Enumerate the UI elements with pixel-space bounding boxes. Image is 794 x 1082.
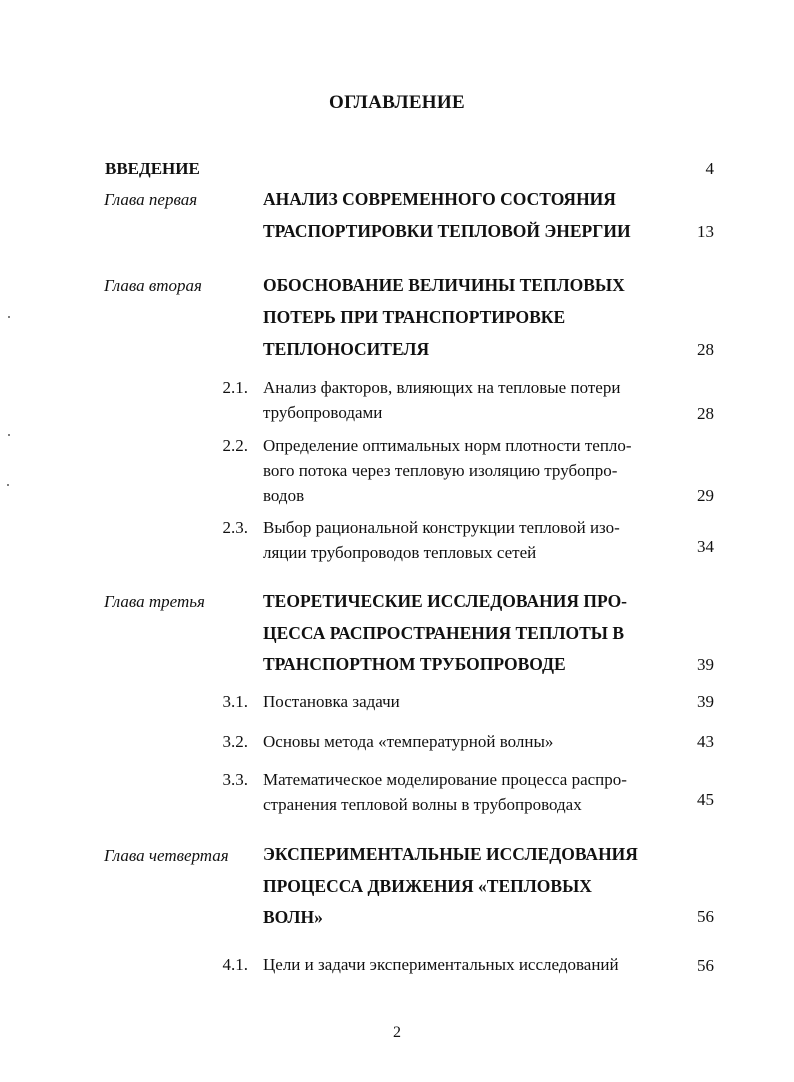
section-2-2-page: 29	[697, 486, 714, 505]
chapter-3-title-line-1: ТЕОРЕТИЧЕСКИЕ ИССЛЕДОВАНИЯ ПРО-	[263, 591, 628, 611]
section-4-1-page: 56	[697, 956, 714, 975]
page-number: 2	[393, 1024, 401, 1041]
chapter-4-title-line-1: ЭКСПЕРИМЕНТАЛЬНЫЕ ИССЛЕДОВАНИЯ	[263, 844, 638, 864]
chapter-1-page: 13	[697, 222, 714, 241]
chapter-2-title-line-2: ПОТЕРЬ ПРИ ТРАНСПОРТИРОВКЕ	[263, 307, 566, 327]
section-2-3-page: 34	[697, 537, 714, 556]
chapter-2-title-line-3: ТЕПЛОНОСИТЕЛЯ	[263, 339, 430, 359]
chapter-3-label: Глава третья	[104, 592, 205, 611]
toc-title: ОГЛАВЛЕНИЕ	[329, 92, 465, 113]
intro-page: 4	[705, 159, 714, 178]
section-2-1-line-2: трубопроводами	[263, 403, 383, 422]
chapter-3-title-line-2: ЦЕССА РАСПРОСТРАНЕНИЯ ТЕПЛОТЫ В	[263, 623, 625, 643]
section-2-2-number: 2.2.	[222, 436, 248, 455]
section-3-1-line-1: Постановка задачи	[263, 692, 400, 711]
chapter-2-label: Глава вторая	[104, 276, 202, 295]
section-3-3-number: 3.3.	[222, 770, 248, 789]
section-4-1-number: 4.1.	[222, 955, 248, 974]
section-2-1-page: 28	[697, 404, 714, 423]
chapter-4-title-line-2: ПРОЦЕССА ДВИЖЕНИЯ «ТЕПЛОВЫХ	[263, 876, 592, 896]
chapter-2-title-line-1: ОБОСНОВАНИЕ ВЕЛИЧИНЫ ТЕПЛОВЫХ	[263, 275, 625, 295]
chapter-4-page: 56	[697, 907, 714, 926]
chapter-1-title-line-1: АНАЛИЗ СОВРЕМЕННОГО СОСТОЯНИЯ	[263, 189, 616, 209]
section-3-2-page: 43	[697, 732, 714, 751]
chapter-3-page: 39	[697, 655, 714, 674]
chapter-4-title-line-3: ВОЛН»	[263, 907, 323, 927]
scan-speck	[8, 434, 10, 436]
section-2-3-line-2: ляции трубопроводов тепловых сетей	[263, 543, 537, 562]
chapter-3-title-line-3: ТРАНСПОРТНОМ ТРУБОПРОВОДЕ	[263, 654, 566, 674]
section-2-2-line-1: Определение оптимальных норм плотности тепло-	[263, 436, 632, 455]
chapter-1-label: Глава первая	[104, 190, 198, 209]
scan-speck	[8, 316, 10, 318]
section-3-3-line-1: Математическое моделирование процесса распро-	[263, 770, 627, 789]
section-3-1-number: 3.1.	[222, 692, 248, 711]
section-2-3-line-1: Выбор рациональной конструкции тепловой изо-	[263, 518, 620, 537]
section-4-1-line-1: Цели и задачи экспериментальных исследований	[263, 955, 619, 974]
section-2-2-line-2: вого потока через тепловую изоляцию трубопро-	[263, 461, 618, 480]
section-3-2-number: 3.2.	[222, 732, 248, 751]
section-2-2-line-3: водов	[263, 486, 305, 505]
section-3-2-line-1: Основы метода «температурной волны»	[263, 732, 554, 751]
intro-title: ВВЕДЕНИЕ	[105, 159, 200, 178]
section-2-1-number: 2.1.	[222, 378, 248, 397]
section-3-3-page: 45	[697, 790, 714, 809]
section-3-3-line-2: странения тепловой волны в трубопроводах	[263, 795, 582, 814]
chapter-1-title-line-2: ТРАСПОРТИРОВКИ ТЕПЛОВОЙ ЭНЕРГИИ	[263, 221, 631, 241]
section-2-3-number: 2.3.	[222, 518, 248, 537]
chapter-2-page: 28	[697, 340, 714, 359]
section-2-1-line-1: Анализ факторов, влияющих на тепловые потери	[263, 378, 621, 397]
section-3-1-page: 39	[697, 692, 714, 711]
chapter-4-label: Глава четвертая	[104, 846, 229, 865]
scan-speck	[7, 484, 9, 486]
